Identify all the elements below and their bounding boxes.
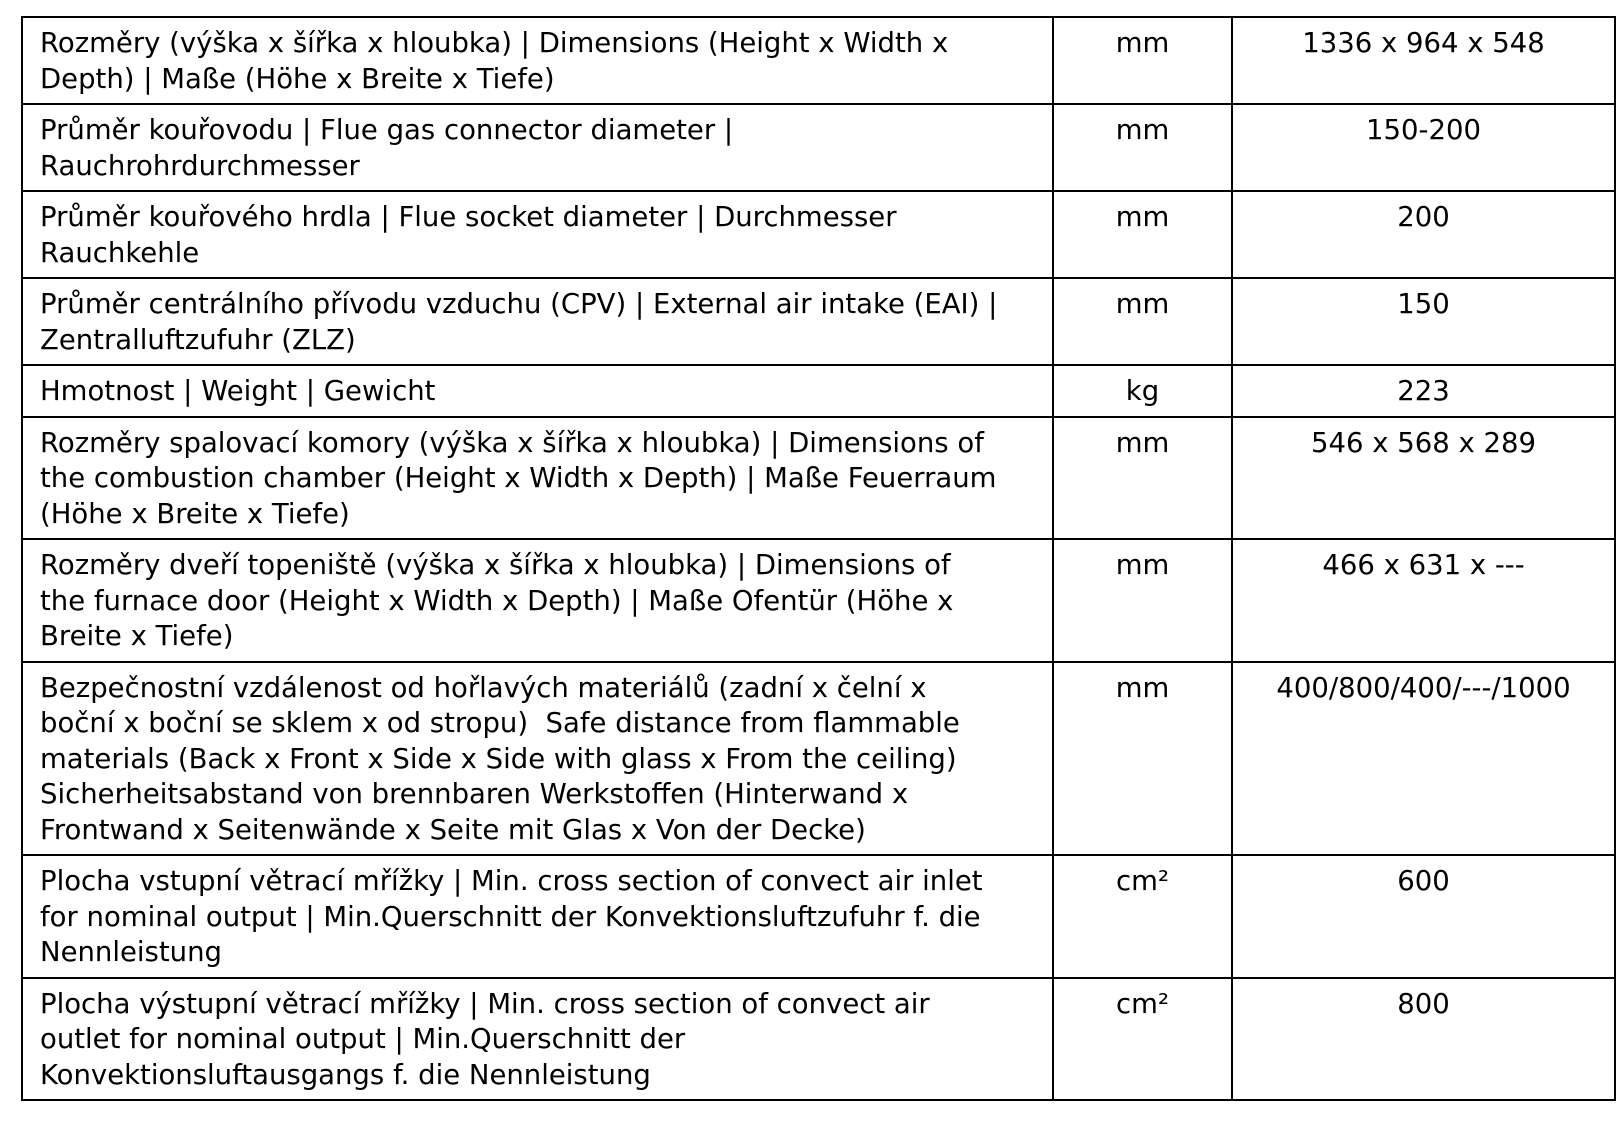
- row-unit: mm: [1053, 104, 1232, 191]
- row-unit: mm: [1053, 417, 1232, 540]
- row-value: 546 x 568 x 289: [1232, 417, 1615, 540]
- row-label: Plocha výstupní větrací mřížky | Min. cross section of convect air outlet for nominal output | Min.Querschnitt der Konvektionsluftausgangs f. die Nennleistung: [22, 978, 1053, 1101]
- table-row: [22, 278, 1615, 365]
- row-unit: mm: [1053, 191, 1232, 278]
- row-value: 200: [1232, 191, 1615, 278]
- row-label: Průměr centrálního přívodu vzduchu (CPV) | External air intake (EAI) | Zentralluftzufuhr (ZLZ): [22, 278, 1053, 365]
- row-unit: cm²: [1053, 855, 1232, 978]
- row-unit: kg: [1053, 365, 1232, 417]
- table-row: [22, 17, 1615, 104]
- table-row: [22, 855, 1615, 978]
- row-value: 223: [1232, 365, 1615, 417]
- table-row: [22, 662, 1615, 856]
- table-row: [22, 417, 1615, 540]
- row-value: 150: [1232, 278, 1615, 365]
- row-unit: mm: [1053, 17, 1232, 104]
- row-unit: mm: [1053, 539, 1232, 662]
- row-label: Bezpečnostní vzdálenost od hořlavých materiálů (zadní x čelní x boční x boční se sklem x od stropu) Safe distance from flammable materials (Back x Front x Side x Side with glass x From the ceiling) Sicherheitsabstand von brennbaren Werkstoffen (Hinterwand x Frontwand x Seitenwände x Seite mit Glas x Von der Decke): [22, 662, 1053, 856]
- row-label: Průměr kouřového hrdla | Flue socket diameter | Durchmesser Rauchkehle: [22, 191, 1053, 278]
- row-value: 400/800/400/---/1000: [1232, 662, 1615, 856]
- table-row: [22, 191, 1615, 278]
- row-unit: mm: [1053, 662, 1232, 856]
- row-value: 800: [1232, 978, 1615, 1101]
- row-unit: cm²: [1053, 978, 1232, 1101]
- table-row: [22, 104, 1615, 191]
- row-label: Hmotnost | Weight | Gewicht: [22, 365, 1053, 417]
- spec-table: [21, 16, 1616, 1101]
- row-value: 1336 x 964 x 548: [1232, 17, 1615, 104]
- row-label: Plocha vstupní větrací mřížky | Min. cross section of convect air inlet for nominal output | Min.Querschnitt der Konvektionsluftzufuhr f. die Nennleistung: [22, 855, 1053, 978]
- table-row: [22, 539, 1615, 662]
- row-value: 150-200: [1232, 104, 1615, 191]
- row-label: Průměr kouřovodu | Flue gas connector diameter | Rauchrohrdurchmesser: [22, 104, 1053, 191]
- table-row: [22, 978, 1615, 1101]
- row-value: 600: [1232, 855, 1615, 978]
- row-label: Rozměry spalovací komory (výška x šířka x hloubka) | Dimensions of the combustion chamber (Height x Width x Depth) | Maße Feuerraum (Höhe x Breite x Tiefe): [22, 417, 1053, 540]
- row-label: Rozměry (výška x šířka x hloubka) | Dimensions (Height x Width x Depth) | Maße (Höhe x Breite x Tiefe): [22, 17, 1053, 104]
- row-unit: mm: [1053, 278, 1232, 365]
- table-row: [22, 365, 1615, 417]
- row-label: Rozměry dveří topeniště (výška x šířka x hloubka) | Dimensions of the furnace door (Height x Width x Depth) | Maße Ofentür (Höhe x Breite x Tiefe): [22, 539, 1053, 662]
- row-value: 466 x 631 x ---: [1232, 539, 1615, 662]
